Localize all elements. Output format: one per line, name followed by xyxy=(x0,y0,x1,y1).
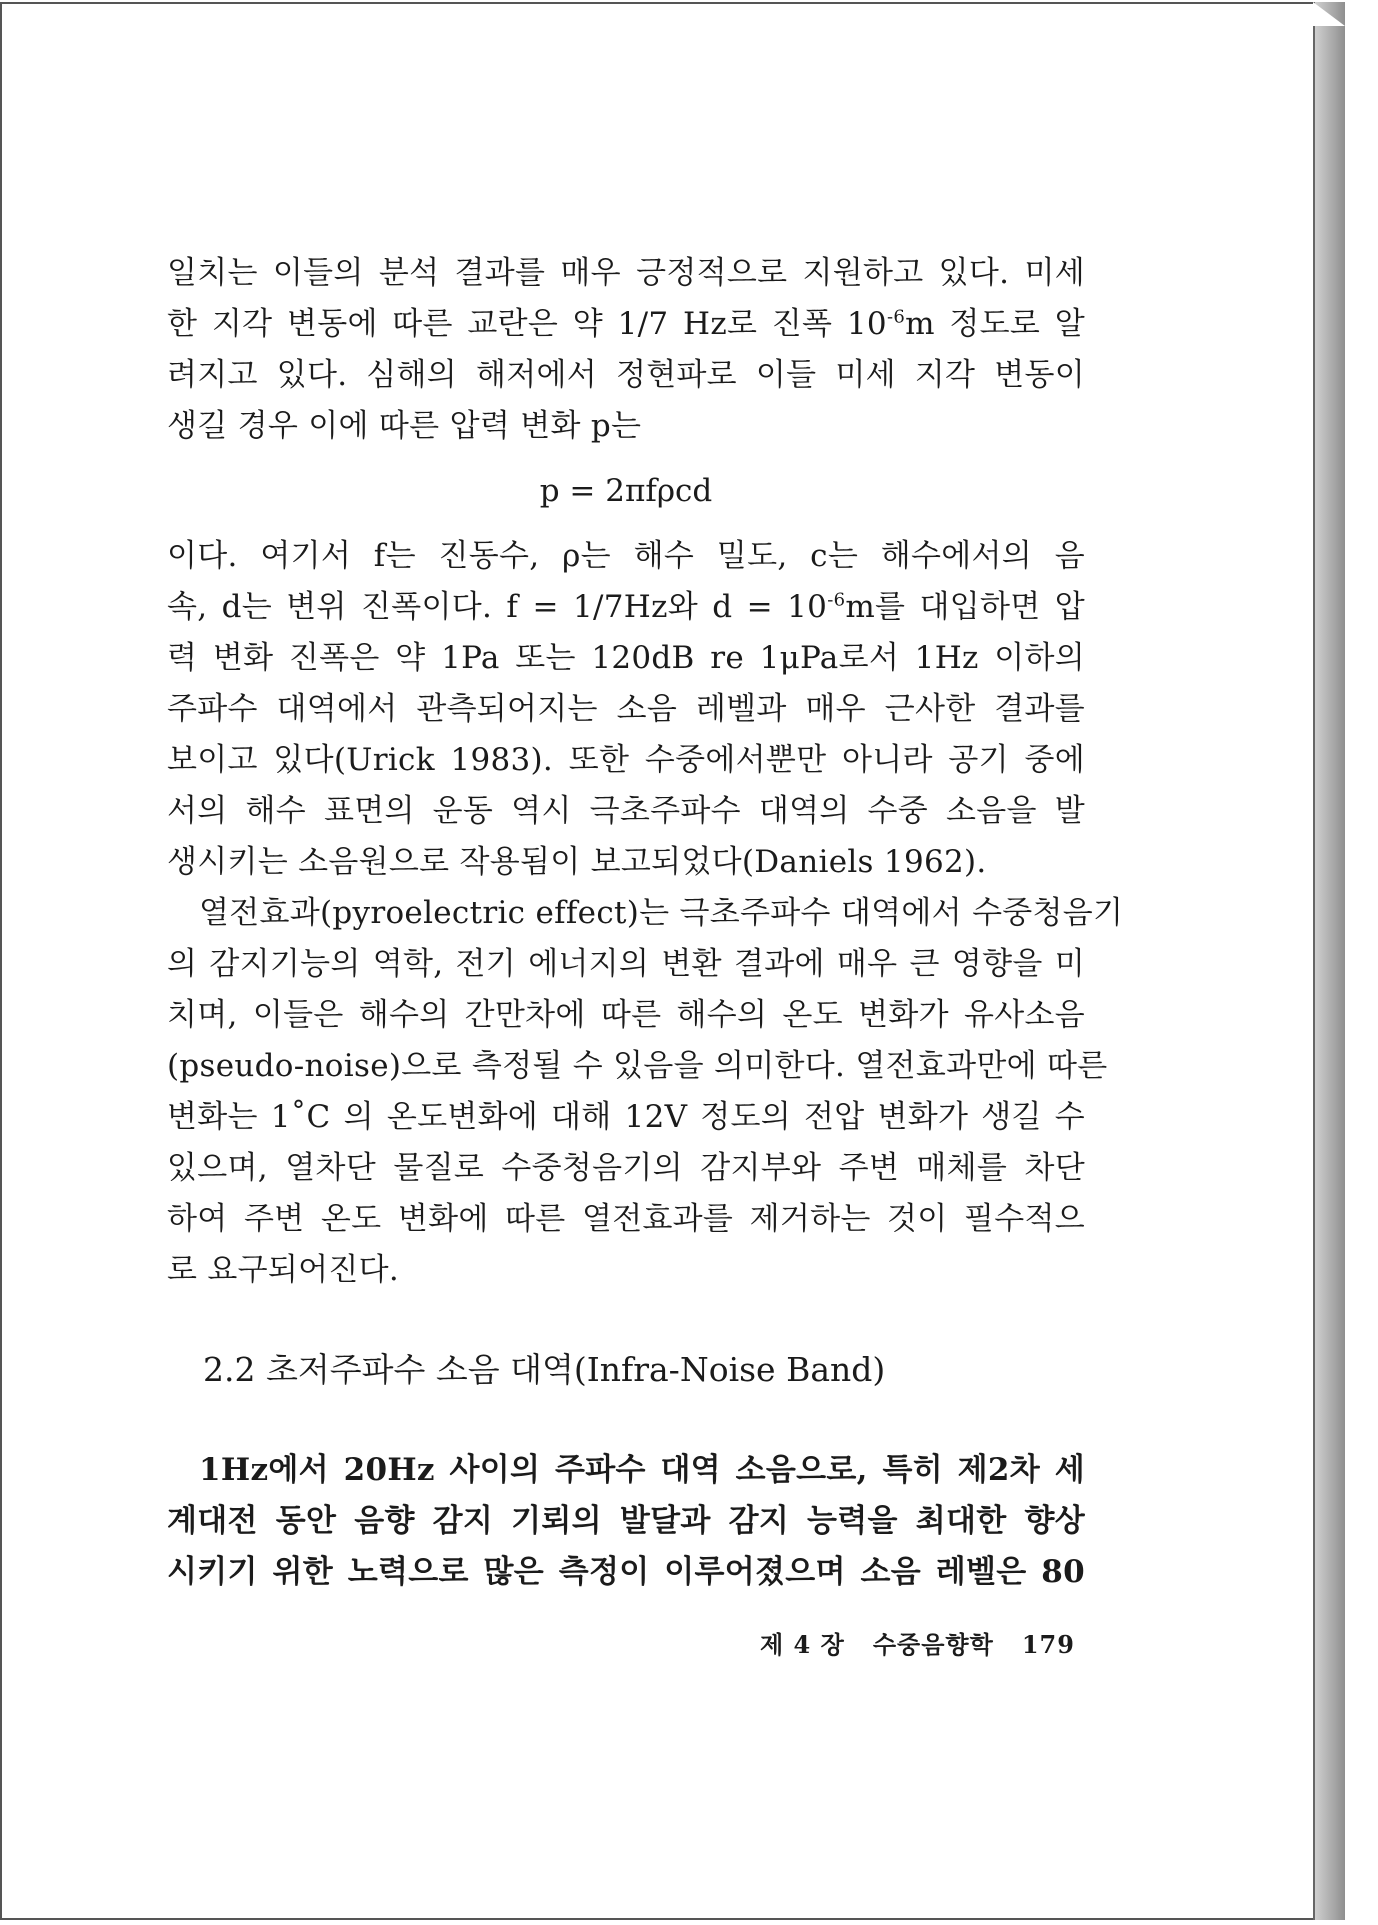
text-line: 서의 해수 표면의 운동 역시 극초주파수 대역의 수중 소음을 발 xyxy=(167,793,1085,829)
text-segment: m 정도로 알 xyxy=(905,306,1085,342)
text-line xyxy=(167,299,1085,350)
text-line: 있으며, 열차단 물질로 수중청음기의 감지부와 주변 매체를 차단 xyxy=(167,1150,1085,1186)
paragraph-infra-noise xyxy=(167,1445,1085,1598)
paragraph-pyroelectric xyxy=(167,888,1124,1296)
section-heading: 2.2 초저주파수 소음 대역(Infra-Noise Band) xyxy=(203,1350,886,1389)
exponent: -6 xyxy=(886,306,906,328)
text-line: 보이고 있다(Urick 1983). 또한 수중에서뿐만 아니라 공기 중에 xyxy=(167,742,1085,778)
text-line: 생길 경우 이에 따른 압력 변화 p는 xyxy=(167,408,642,444)
text-line: 이다. 여기서 f는 진동수, ρ는 해수 밀도, c는 해수에서의 음 xyxy=(167,538,1085,574)
text-line: 시키기 위한 노력으로 많은 측정이 이루어졌으며 소음 레벨은 80 xyxy=(167,1554,1085,1590)
text-line: 하여 주변 온도 변화에 따른 열전효과를 제거하는 것이 필수적으 xyxy=(167,1201,1085,1237)
text-line: 치며, 이들은 해수의 간만차에 따른 해수의 온도 변화가 유사소음 xyxy=(167,997,1085,1033)
text-line: 변화는 1˚C 의 온도변화에 대해 12V 정도의 전압 변화가 생길 수 xyxy=(167,1099,1085,1135)
pressure-equation: p = 2πfρcd xyxy=(539,473,713,509)
text-segment: m를 대입하면 압 xyxy=(845,589,1085,625)
text-line: 계대전 동안 음향 감지 기뢰의 발달과 감지 능력을 최대한 향상 xyxy=(167,1503,1085,1539)
text-line: 열전효과(pyroelectric effect)는 극초주파수 대역에서 수중청음기 xyxy=(199,895,1124,931)
text-line: 생시키는 소음원으로 작용됨이 보고되었다(Daniels 1962). xyxy=(167,844,987,880)
footer-chapter: 제 4 장 xyxy=(760,1630,845,1659)
page-body xyxy=(167,248,1124,1598)
text-line: 로 요구되어진다. xyxy=(167,1252,400,1288)
text-segment: 속, d는 변위 진폭이다. f = 1/7Hz와 d = 10 xyxy=(167,589,828,625)
text-line: 력 변화 진폭은 약 1Pa 또는 120dB re 1μPa로서 1Hz 이하의 xyxy=(167,640,1085,676)
exponent: -6 xyxy=(827,589,846,611)
text-line: 의 감지기능의 역학, 전기 에너지의 변환 결과에 매우 큰 영향을 미 xyxy=(167,946,1085,982)
footer-section: 수중음향학 xyxy=(872,1630,994,1659)
text-line: 주파수 대역에서 관측되어지는 소음 레벨과 매우 근사한 결과를 xyxy=(167,691,1085,727)
text-line: 일치는 이들의 분석 결과를 매우 긍정적으로 지원하고 있다. 미세 xyxy=(167,255,1085,291)
running-footer xyxy=(760,1625,1075,1660)
text-line xyxy=(167,582,1085,633)
text-line: 려지고 있다. 심해의 해저에서 정현파로 이들 미세 지각 변동이 xyxy=(167,357,1085,393)
text-line: 1Hz에서 20Hz 사이의 주파수 대역 소음으로, 특히 제2차 세 xyxy=(199,1452,1085,1488)
page-number: 179 xyxy=(1021,1630,1075,1659)
page-edge-shadow xyxy=(1313,2,1345,1920)
text-line: (pseudo-noise)으로 측정될 수 있음을 의미한다. 열전효과만에 따른 xyxy=(167,1048,1108,1084)
text-segment: 한 지각 변동에 따른 교란은 약 1/7 Hz로 진폭 10 xyxy=(167,306,887,342)
paragraph-continuation xyxy=(167,248,1085,452)
paragraph-definitions xyxy=(167,531,1085,888)
